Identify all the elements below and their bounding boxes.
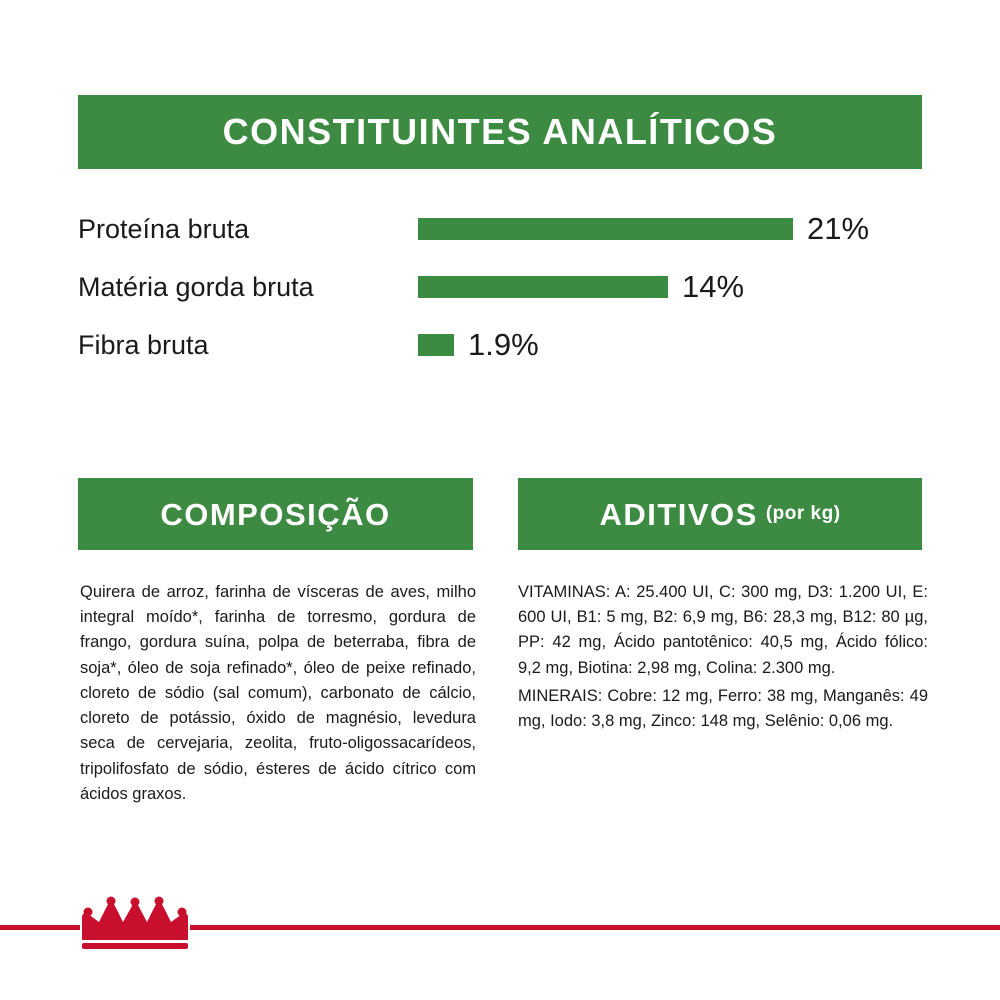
composition-text: Quirera de arroz, farinha de vísceras de aves, milho integral moído*, farinha de torresmo, gordura de frango, gordura suína, polpa de beterraba, fibra de soja*, óleo de soja refinado*, óleo de peixe refinado, cloreto de sódio (sal comum), carbonato de cálcio, cloreto de potássio, óxido de magnésio, levedura seca de cervejaria, zeolita, fruto-oligossacarídeos, tripolifosfato de sódio, ésteres de ácido cítrico com ácidos graxos. [80,583,476,803]
nutrient-bar [418,218,793,240]
additives-subtitle: (por kg) [765,503,841,524]
nutrient-bar [418,276,668,298]
nutrient-value: 21% [807,211,870,246]
nutrient-label: Fibra bruta [78,329,209,360]
additives-vitamins: VITAMINAS: A: 25.400 UI, C: 300 mg, D3: 1.200 UI, E: 600 UI, B1: 5 mg, B2: 6,9 mg, B6: 28,3 mg, B12: 80 µg, PP: 42 mg, Ácido pantotênico: 40,5 mg, Ácido fólico: 9,2 mg, Biotina: 2,98 mg, Colina: 2.300 mg. [518,583,928,677]
footer-line-left [0,925,80,930]
nutrient-value: 1.9% [468,327,539,362]
nutrient-value: 14% [682,269,745,304]
nutrient-row [78,316,922,374]
additives-header [518,478,922,550]
analytical-constituents-chart [78,200,922,374]
analytical-constituents-title: CONSTITUINTES ANALÍTICOS [222,111,778,152]
nutrient-label: Matéria gorda bruta [78,271,314,302]
nutrient-bar [418,334,454,356]
additives-text [518,580,928,734]
composition-header [78,478,473,550]
nutrient-label: Proteína bruta [78,213,250,244]
additives-minerals: MINERAIS: Cobre: 12 mg, Ferro: 38 mg, Manganês: 49 mg, Iodo: 3,8 mg, Zinco: 148 mg, Selênio: 0,06 mg. [518,686,928,731]
composition-title: COMPOSIÇÃO [160,496,391,532]
footer-line-right [190,925,1000,930]
nutrient-row [78,200,922,258]
additives-title: ADITIVOS [599,496,758,532]
royal-canin-crown-logo [80,890,190,952]
nutrient-row [78,258,922,316]
analytical-constituents-header [78,95,922,169]
